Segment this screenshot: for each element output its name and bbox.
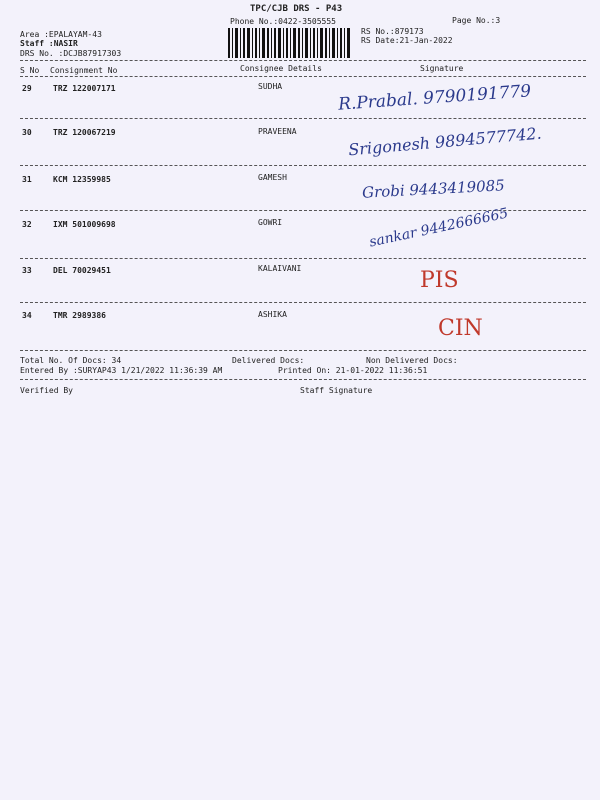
divider [20, 379, 586, 380]
row-consignment: TRZ 120067219 [53, 128, 116, 137]
phone-number: Phone No.:0422-3505555 [230, 17, 336, 26]
staff-label: Staff :NASIR [20, 39, 78, 48]
total-docs: Total No. Of Docs: 34 [20, 356, 122, 365]
handwritten-signature: Grobi 9443419085 [361, 176, 506, 202]
row-sno: 31 [22, 175, 32, 184]
handwritten-signature: PIS [420, 268, 459, 293]
row-consignee: KALAIVANI [258, 264, 302, 273]
divider [20, 118, 586, 119]
row-consignee: SUDHA [258, 82, 283, 91]
divider [20, 350, 586, 351]
col-signature: Signature [420, 64, 464, 73]
drs-number: DRS No. :DCJB87917303 [20, 49, 122, 58]
row-consignment: TMR 2989386 [53, 311, 106, 320]
row-consignee: ASHIKA [258, 310, 287, 319]
divider [20, 76, 586, 77]
row-sno: 33 [22, 266, 32, 275]
barcode [228, 28, 350, 58]
row-consignee: GAMESH [258, 173, 287, 182]
non-delivered-docs: Non Delivered Docs: [366, 356, 458, 365]
divider [20, 165, 586, 166]
col-consignee: Consignee Details [240, 64, 322, 73]
printed-on: Printed On: 21-01-2022 11:36:51 [278, 366, 428, 375]
area-label: Area :EPALAYAM-43 [20, 30, 102, 39]
row-consignment: IXM 501009698 [53, 220, 116, 229]
handwritten-signature: R.Prabal. 9790191779 [337, 81, 532, 115]
document-title: TPC/CJB DRS - P43 [250, 4, 343, 14]
row-sno: 32 [22, 220, 32, 229]
entered-by: Entered By :SURYAP43 1/21/2022 11:36:39 AM [20, 366, 223, 375]
rs-number: RS No.:879173 [361, 27, 424, 36]
rs-date: RS Date:21-Jan-2022 [361, 36, 453, 45]
delivered-docs: Delivered Docs: [232, 356, 305, 365]
row-consignee: PRAVEENA [258, 127, 297, 136]
row-consignment: DEL 70029451 [53, 266, 111, 275]
handwritten-signature: sankar 9442666665 [367, 205, 510, 251]
handwritten-signature: CIN [438, 316, 483, 341]
row-consignment: KCM 12359985 [53, 175, 111, 184]
row-sno: 29 [22, 84, 32, 93]
row-sno: 34 [22, 311, 32, 320]
row-consignee: GOWRI [258, 218, 283, 227]
verified-by: Verified By [20, 386, 73, 395]
divider [20, 258, 586, 259]
row-sno: 30 [22, 128, 32, 137]
handwritten-signature: Srigonesh 9894577742. [347, 123, 543, 160]
staff-signature: Staff Signature [300, 386, 373, 395]
divider [20, 60, 586, 61]
row-consignment: TRZ 122007171 [53, 84, 116, 93]
col-sno: S No [20, 66, 40, 75]
page-number: Page No.:3 [452, 16, 501, 25]
col-consignment: Consignment No [50, 66, 118, 75]
divider [20, 302, 586, 303]
